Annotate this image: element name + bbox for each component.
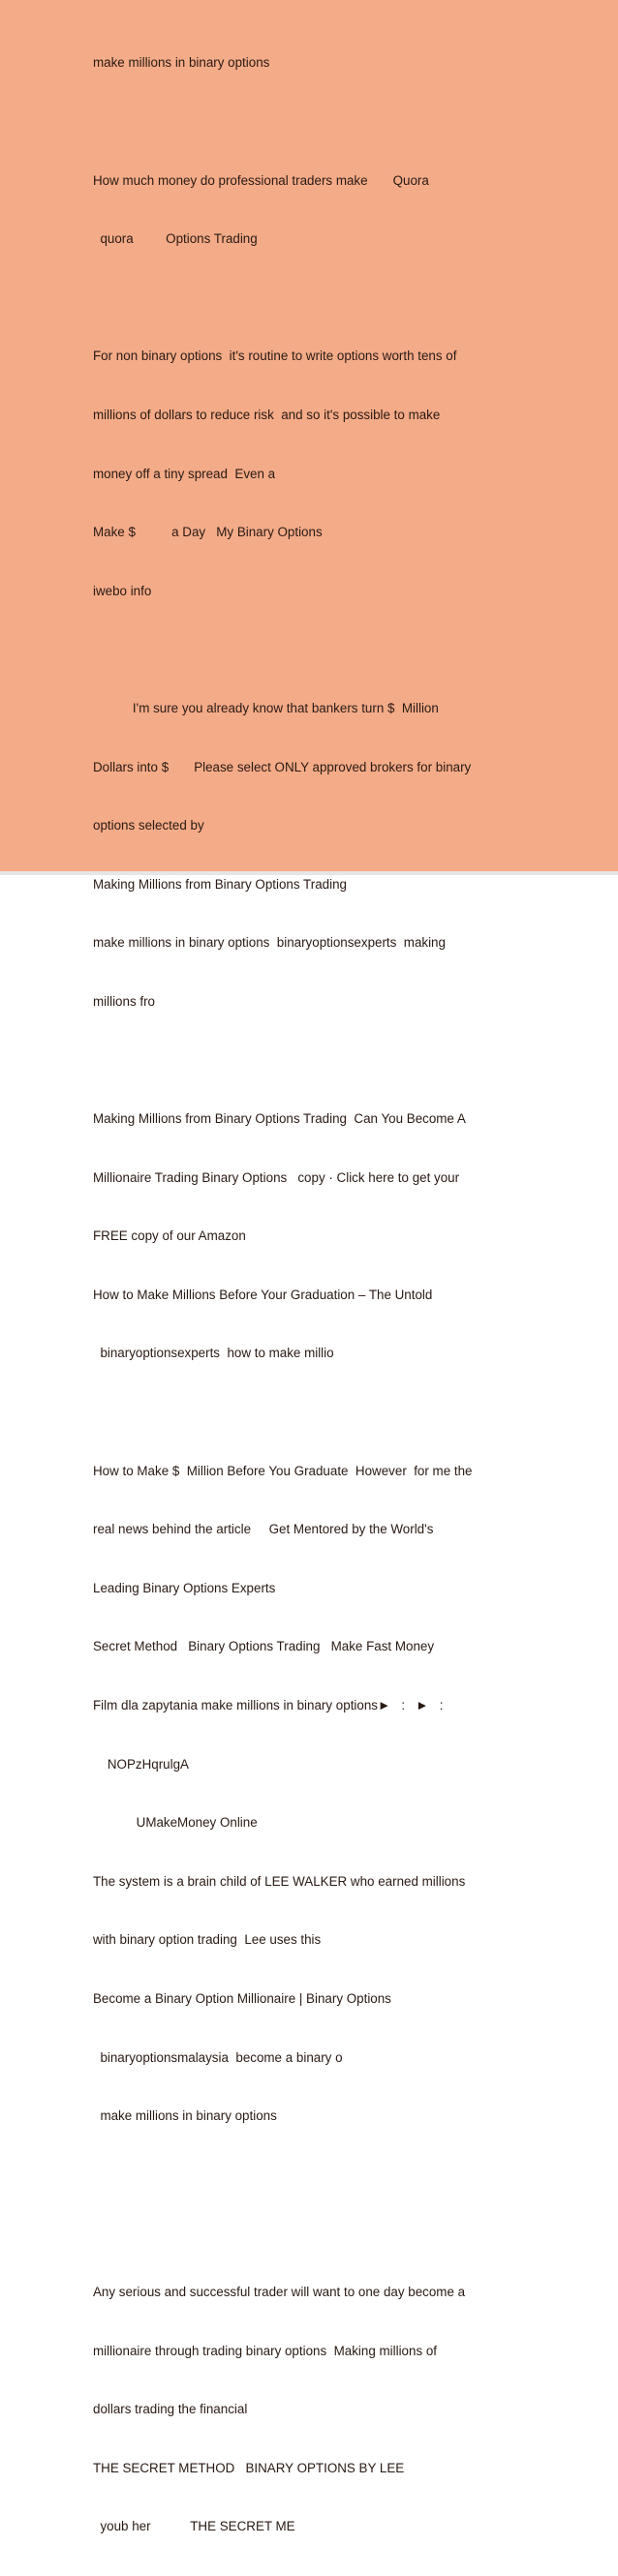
text-line: make millions in binary options binaryoptionsexperts making [93, 935, 446, 951]
blank-line [93, 1051, 597, 1071]
text-line: binaryoptionsexperts how to make millio [93, 1346, 334, 1361]
text-line: THE SECRET METHOD BINARY OPTIONS BY LEE [93, 2460, 405, 2475]
text-line: The system is a brain child of LEE WALKER who earned millions [93, 1873, 466, 1889]
text-line: money off a tiny spread Even a [93, 466, 276, 481]
text-line: Millionaire Trading Binary Options copy · Click here to get your [93, 1169, 460, 1185]
text-line: Dollars into $ Please select ONLY approved brokers for binary [93, 759, 472, 774]
text-line: How to Make $ Million Before You Graduate However for me the [93, 1463, 473, 1478]
text-line: UMakeMoney Online [93, 1815, 258, 1831]
blank-line [93, 112, 597, 132]
text-line: Film dla zapytania make millions in binary options► : ► : [93, 1698, 444, 1713]
text-line: millions of dollars to reduce risk and so it's possible to make [93, 407, 441, 422]
blank-line [93, 640, 597, 659]
text-line: binaryoptionsmalaysia become a binary o [93, 2049, 343, 2065]
text-line: Leading Binary Options Experts [93, 1580, 276, 1595]
text-line: How to Make Millions Before Your Graduation – The Untold [93, 1287, 433, 1302]
text-line: Making Millions from Binary Options Trading [93, 876, 347, 892]
text-line: iwebo info [93, 583, 152, 598]
text-line: Making Millions from Binary Options Trading Can You Become A [93, 1111, 466, 1127]
text-line: make millions in binary options [93, 2108, 277, 2124]
text-line: with binary option trading Lee uses this [93, 1932, 322, 1948]
text-line: Make $ a Day My Binary Options [93, 525, 323, 540]
text-line: options selected by [93, 818, 204, 833]
text-line: millionaire through trading binary options Making millions of [93, 2343, 438, 2358]
text-line: How much money do professional traders make Quora [93, 172, 429, 188]
blank-line [93, 288, 597, 308]
text-line: dollars trading the financial [93, 2402, 248, 2417]
text-line: millions fro [93, 993, 155, 1009]
text-line: quora Options Trading [93, 231, 258, 247]
blank-line [93, 2166, 597, 2185]
page-bottom-edge [0, 871, 618, 875]
text-line: real news behind the article Get Mentored by the World's [93, 1522, 434, 1537]
blank-line [93, 2224, 597, 2243]
text-line: Secret Method Binary Options Trading Make Fast Money [93, 1639, 435, 1654]
document-body [93, 15, 597, 2576]
text-line: For non binary options it's routine to write options worth tens of [93, 349, 457, 364]
text-line: youb her THE SECRET ME [93, 2519, 295, 2534]
blank-line [93, 1403, 597, 1422]
text-line: Become a Binary Option Millionaire | Binary Options [93, 1991, 391, 2006]
text-line: I'm sure you already know that bankers turn $ Million [93, 700, 439, 715]
text-line: make millions in binary options [93, 55, 270, 71]
text-line: NOPzHqrulgA [93, 1756, 189, 1772]
text-line: FREE copy of our Amazon [93, 1228, 246, 1244]
text-line: Any serious and successful trader will want to one day become a [93, 2284, 466, 2299]
